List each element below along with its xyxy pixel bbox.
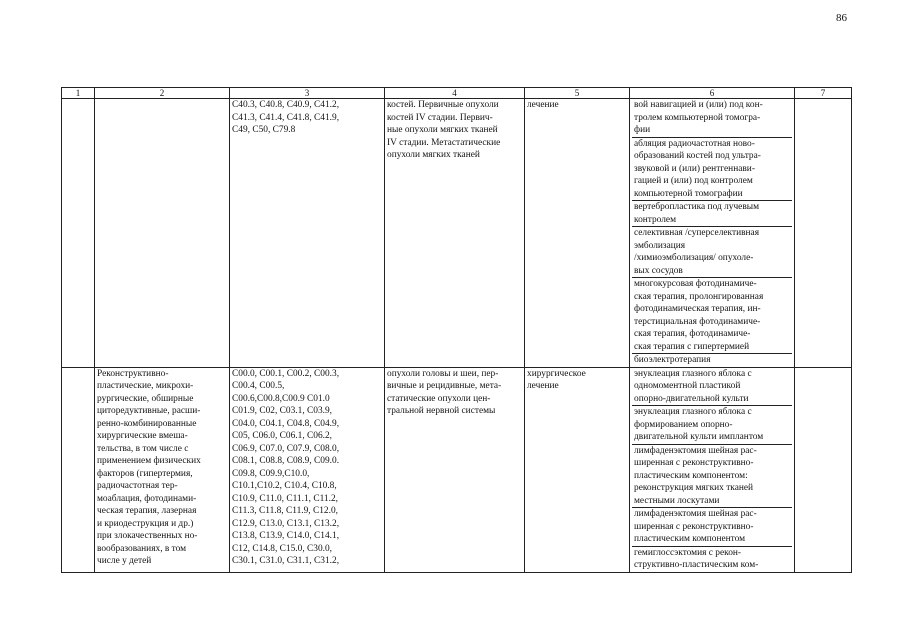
text-line: вых сосудов (634, 265, 683, 276)
text-line: тральной нервной системы (387, 406, 496, 416)
method-entry (632, 508, 792, 547)
column-header-2: 2 (95, 88, 230, 99)
text-line: абляция радиочастотная ново- (634, 138, 755, 149)
text-line: одномоментной пластикой (634, 381, 741, 391)
column-header-3: 3 (230, 88, 385, 99)
text-line: местными лоскутами (634, 495, 720, 506)
text-line: ская терапия, фотодинамиче- (634, 329, 751, 339)
text-line: вой навигацией и (или) под кон- (634, 100, 763, 110)
text-line: моаблация, фотодинами- (97, 493, 197, 504)
row1-methods (630, 99, 795, 368)
text-line: вообразованиях, в том (97, 543, 187, 554)
text-line: IV стадии. Метастатические (387, 137, 501, 148)
text-line: лимфаденэктомия шейная рас- (634, 509, 757, 519)
text-line: C04.0, C04.1, C04.8, C04.9, (232, 418, 340, 429)
text-line: C00.6,C00.8,C00.9 C01.0 (232, 393, 330, 404)
table-row (62, 367, 852, 572)
row1-col7 (795, 99, 852, 368)
method-entry (632, 445, 792, 509)
page-number: 86 (836, 12, 847, 24)
text-line: лимфаденэктомия шейная рас- (634, 445, 757, 456)
text-line: C08.1, C08.8, C08.9, C09.0. (232, 456, 340, 466)
text-line: энуклеация глазного яблока с (634, 407, 752, 417)
text-line: применением физических (97, 456, 201, 466)
text-line: опухоли головы и шеи, пер- (387, 368, 499, 379)
text-line: пластическим компонентом (634, 534, 746, 544)
text-line: звуковой и (или) рентгеннави- (634, 163, 755, 174)
column-header-6: 6 (630, 88, 795, 99)
text-line: пластические, микрохи- (97, 381, 194, 391)
text-line: гемиглоссэктомия с рекон- (634, 547, 742, 558)
text-line: числе у детей (97, 556, 152, 566)
row2-col7 (795, 367, 852, 572)
text-line: C00.0, C00.1, C00.2, C00.3, (232, 368, 340, 379)
text-line: лечение (527, 100, 559, 110)
text-line: факторов (гипертермия, (97, 468, 193, 479)
text-line: селективная /суперселективная (634, 228, 760, 238)
method-entry (632, 354, 792, 367)
text-line: C10.1,C10.2, C10.4, C10.8, (232, 481, 337, 491)
text-line: хирургическое (527, 368, 586, 379)
row2-diagnosis (385, 367, 525, 572)
text-line: тролем компьютерной томогра- (634, 112, 761, 123)
text-line: вертебропластика под лучевым (634, 202, 759, 212)
method-entry (632, 201, 792, 227)
table-row (62, 99, 852, 368)
text-line: C10.9, C11.0, C11.1, C11.2, (232, 493, 338, 504)
method-entry (632, 138, 792, 202)
text-line: терстициальная фотодинамиче- (634, 316, 761, 327)
text-line: рургические, обширные (97, 393, 194, 404)
text-line: C12.9, C13.0, C13.1, C13.2, (232, 518, 340, 529)
text-line: многокурсовая фотодинамиче- (634, 279, 757, 289)
text-line: двигательной культи имплантом (634, 432, 764, 442)
method-entry (632, 406, 792, 445)
text-line: фотодинамическая терапия, ин- (634, 304, 761, 314)
text-line: C00.4, C00.5, (232, 381, 285, 391)
row1-diagnosis (385, 99, 525, 368)
column-header-1: 1 (62, 88, 95, 99)
text-line: биоэлектротерапия (634, 355, 711, 365)
text-line: вичные и рецидивные, мета- (387, 381, 502, 391)
text-line: C12, C14.8, C15.0, C30.0, (232, 543, 333, 554)
text-line: C11.3, C11.8, C11.9, C12.0, (232, 506, 338, 516)
text-line: тельства, в том числе с (97, 443, 189, 454)
text-line: C41.3, C41.4, C41.8, C41.9, (232, 112, 340, 123)
header-row (62, 88, 852, 99)
row2-icd-codes (230, 367, 385, 572)
text-line: фии (634, 125, 651, 135)
text-line: C09.8, C09.9,C10.0, (232, 468, 310, 479)
row1-treatment-type (525, 99, 630, 368)
text-line: опорно-двигательной культи (634, 393, 749, 404)
text-line: ные опухоли мягких тканей (387, 125, 498, 135)
text-line: /химиоэмболизация/ опухоле- (634, 253, 754, 263)
text-line: компьютерной томографии (634, 188, 743, 199)
method-entry (632, 368, 792, 407)
text-line: статические опухоли цен- (387, 393, 491, 404)
text-line: костей IV стадии. Первич- (387, 112, 493, 123)
column-header-5: 5 (525, 88, 630, 99)
column-header-4: 4 (385, 88, 525, 99)
text-line: реконструкция мягких тканей (634, 483, 754, 493)
text-line: C01.9, C02, C03.1, C03.9, (232, 406, 333, 416)
row1-col1 (62, 99, 95, 368)
method-entry (632, 278, 792, 354)
text-line: эмболизация (634, 240, 686, 251)
document-table (61, 87, 852, 573)
text-line: ренно-комбинированные (97, 418, 197, 429)
text-line: образований костей под ультра- (634, 151, 761, 161)
text-line: C49, C50, C79.8 (232, 125, 296, 135)
method-entry (632, 99, 792, 138)
column-header-7: 7 (795, 88, 852, 99)
text-line: C05, C06.0, C06.1, C06.2, (232, 431, 333, 441)
text-line: гацией и (или) под контролем (634, 176, 753, 186)
text-line: контролем (634, 214, 677, 225)
row2-intervention (95, 367, 230, 572)
row2-col1 (62, 367, 95, 572)
text-line: C40.3, C40.8, C40.9, C41.2, (232, 100, 340, 110)
text-line: хирургические вмеша- (97, 431, 188, 441)
text-line: и криодеструкция и др.) (97, 518, 194, 529)
text-line: лечение (527, 381, 559, 391)
method-entry (632, 547, 792, 572)
text-line: структивно-пластическим ком- (634, 560, 759, 570)
row2-treatment-type (525, 367, 630, 572)
text-line: ская терапия с гипертермией (634, 341, 750, 352)
text-line: формированием опорно- (634, 419, 733, 430)
text-line: циторедуктивные, расши- (97, 406, 201, 416)
text-line: C13.8, C13.9, C14.0, C14.1, (232, 531, 340, 541)
text-line: ческая терапия, лазерная (97, 506, 197, 516)
text-line: опухоли мягких тканей (387, 150, 480, 160)
row1-icd-codes (230, 99, 385, 368)
text-line: пластическим компонентом: (634, 470, 748, 481)
text-line: Реконструктивно- (97, 368, 169, 379)
text-line: костей. Первичные опухоли (387, 100, 499, 110)
text-line: ширенная с реконструктивно- (634, 521, 754, 532)
text-line: C06.9, C07.0, C07.9, C08.0, (232, 443, 340, 454)
text-line: ширенная с реконструктивно- (634, 458, 754, 468)
row2-methods (630, 367, 795, 572)
method-entry (632, 227, 792, 278)
text-line: при злокачественных но- (97, 531, 198, 541)
text-line: радиочастотная тер- (97, 481, 178, 491)
text-line: ская терапия, пролонгированная (634, 291, 764, 302)
row1-intervention (95, 99, 230, 368)
text-line: энуклеация глазного яблока с (634, 368, 752, 379)
text-line: C30.1, C31.0, C31.1, C31.2, (232, 556, 340, 566)
